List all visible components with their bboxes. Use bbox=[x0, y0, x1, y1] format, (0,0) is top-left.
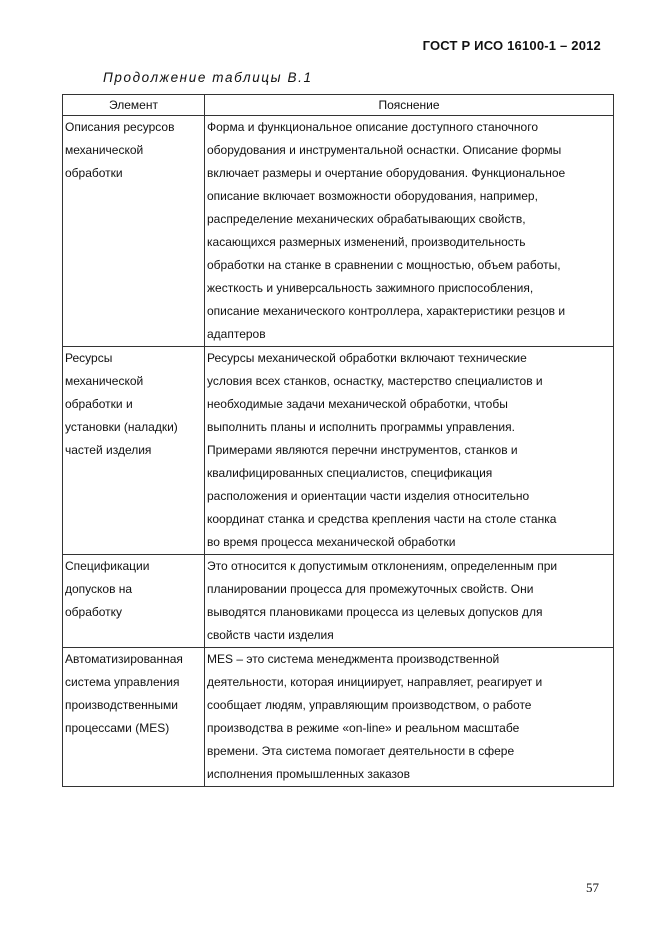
element-cell bbox=[63, 116, 205, 347]
element-cell bbox=[63, 347, 205, 555]
explanation-cell bbox=[205, 347, 614, 555]
explanation-line: описание механического контроллера, характеристики резцов и bbox=[207, 304, 566, 318]
element-line: система управления bbox=[65, 675, 180, 689]
table-caption: Продолжение таблицы В.1 bbox=[103, 70, 313, 85]
explanation-line: времени. Эта система помогает деятельности в сфере bbox=[207, 744, 515, 758]
explanation-line: производства в режиме «on-line» и реальном масштабе bbox=[207, 721, 520, 735]
element-line: Описания ресурсов bbox=[65, 120, 175, 134]
explanation-line: адаптеров bbox=[207, 327, 266, 341]
element-line: обработки bbox=[65, 166, 123, 180]
explanation-line: квалифицированных специалистов, спецификация bbox=[207, 466, 493, 480]
explanation-line: планировании процесса для промежуточных свойств. Они bbox=[207, 582, 534, 596]
explanation-line: свойств части изделия bbox=[207, 628, 334, 642]
table-row bbox=[63, 347, 614, 555]
element-line: Спецификации bbox=[65, 559, 150, 573]
explanation-line: условия всех станков, оснастку, мастерство специалистов и bbox=[207, 374, 543, 388]
explanation-line: обработки на станке в сравнении с мощностью, объем работы, bbox=[207, 258, 561, 272]
explanation-line: MES – это система менеджмента производственной bbox=[207, 652, 500, 666]
explanation-line: выполнить планы и исполнить программы управления. bbox=[207, 420, 515, 434]
column-header-element: Элемент bbox=[63, 95, 205, 116]
explanation-line: Ресурсы механической обработки включают технические bbox=[207, 351, 527, 365]
explanation-line: Это относится к допустимым отклонениям, определенным при bbox=[207, 559, 558, 573]
explanation-line: оборудования и инструментальной оснастки. Описание формы bbox=[207, 143, 562, 157]
element-line: установки (наладки) bbox=[65, 420, 178, 434]
explanation-line: необходимые задачи механической обработки, чтобы bbox=[207, 397, 508, 411]
table-header-row bbox=[63, 95, 614, 116]
element-line: механической bbox=[65, 143, 144, 157]
explanation-line: координат станка и средства крепления части на столе станка bbox=[207, 512, 557, 526]
explanation-line: Примерами являются перечни инструментов, станков и bbox=[207, 443, 518, 457]
explanation-cell bbox=[205, 116, 614, 347]
element-cell bbox=[63, 648, 205, 787]
element-line: обработки и bbox=[65, 397, 133, 411]
column-header-explanation: Пояснение bbox=[205, 95, 614, 116]
table-row bbox=[63, 555, 614, 648]
explanation-line: деятельности, которая инициирует, направляет, реагирует и bbox=[207, 675, 543, 689]
explanation-line: касающихся размерных изменений, производительность bbox=[207, 235, 526, 249]
definitions-table bbox=[62, 94, 614, 787]
explanation-line: расположения и ориентации части изделия относительно bbox=[207, 489, 530, 503]
explanation-line: описание включает возможности оборудования, например, bbox=[207, 189, 538, 203]
explanation-line: жесткость и универсальность зажимного приспособления, bbox=[207, 281, 534, 295]
element-line: Автоматизированная bbox=[65, 652, 183, 666]
explanation-line: Форма и функциональное описание доступного станочного bbox=[207, 120, 539, 134]
element-line: Ресурсы bbox=[65, 351, 113, 365]
page-number: 57 bbox=[586, 880, 599, 895]
element-line: частей изделия bbox=[65, 443, 152, 457]
explanation-cell bbox=[205, 555, 614, 648]
explanation-line: включает размеры и очертание оборудования. Функциональное bbox=[207, 166, 566, 180]
element-line: допусков на bbox=[65, 582, 133, 596]
explanation-line: исполнения промышленных заказов bbox=[207, 767, 410, 781]
explanation-line: выводятся плановиками процесса из целевых допусков для bbox=[207, 605, 543, 619]
explanation-line: во время процесса механической обработки bbox=[207, 535, 456, 549]
explanation-line: сообщает людям, управляющим производством, о работе bbox=[207, 698, 532, 712]
explanation-cell bbox=[205, 648, 614, 787]
table-row bbox=[63, 648, 614, 787]
document-header: ГОСТ Р ИСО 16100-1 – 2012 bbox=[422, 38, 601, 53]
element-line: производственными bbox=[65, 698, 178, 712]
element-cell bbox=[63, 555, 205, 648]
element-line: обработку bbox=[65, 605, 123, 619]
explanation-line: распределение механических обрабатывающих свойств, bbox=[207, 212, 526, 226]
table-row bbox=[63, 116, 614, 347]
element-line: процессами (MES) bbox=[65, 721, 170, 735]
element-line: механической bbox=[65, 374, 144, 388]
